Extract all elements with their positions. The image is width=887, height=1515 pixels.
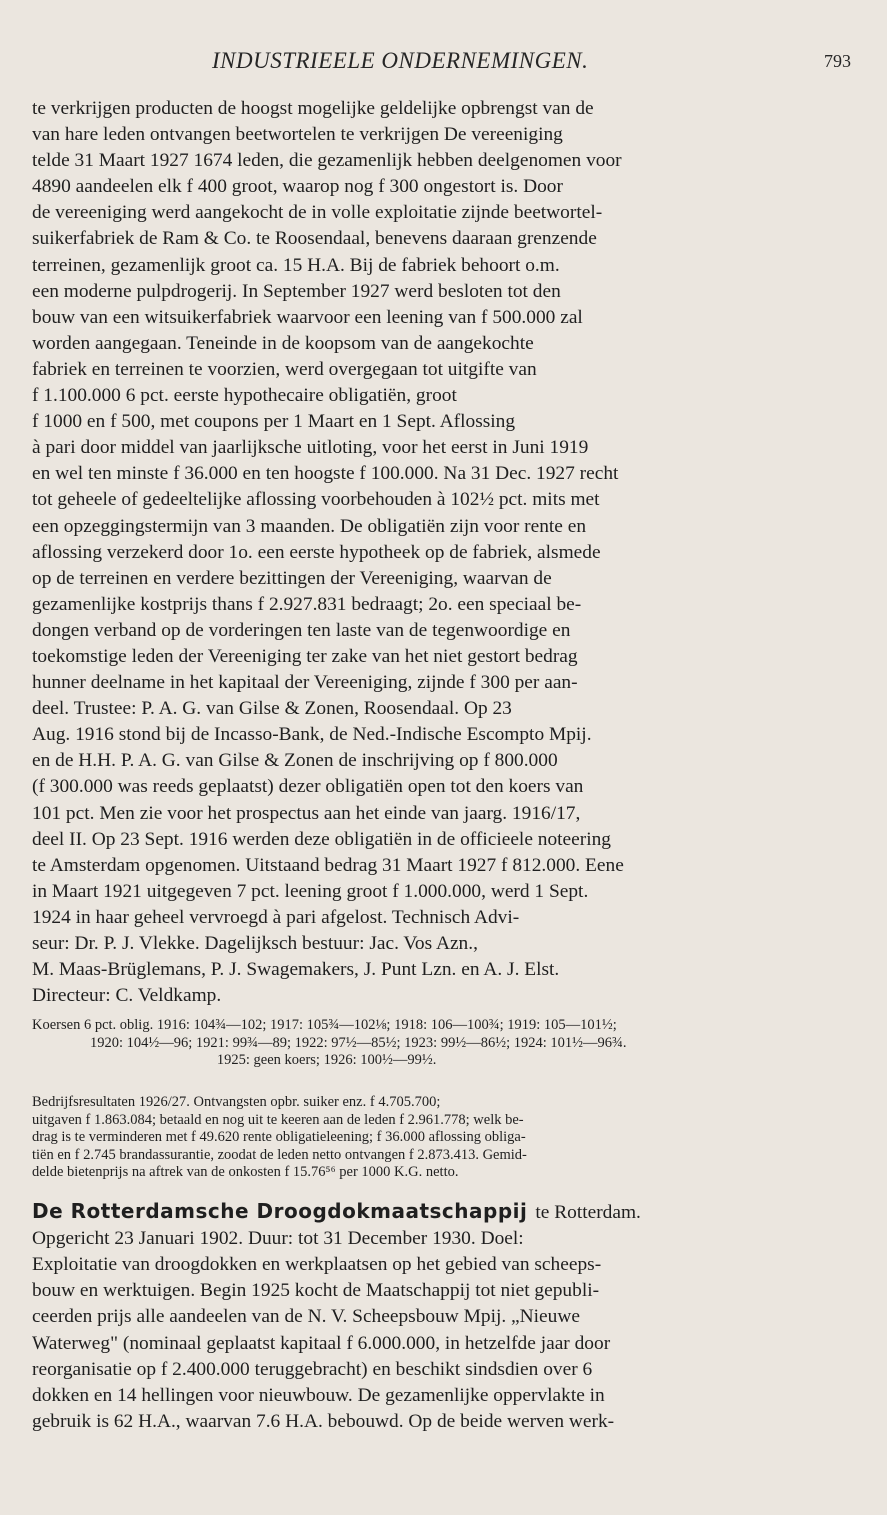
text-line: bouw van een witsuikerfabriek waarvoor een leening van f 500.000 zal — [32, 306, 583, 328]
text-line: ceerden prijs alle aandeelen van de N. V. Scheepsbouw Mpij. „Nieuwe — [32, 1306, 580, 1328]
text-line: worden aangegaan. Teneinde in de koopsom van de aangekochte — [32, 332, 534, 354]
text-line: reorganisatie op f 2.400.000 teruggebracht) en beschikt sindsdien over 6 — [32, 1358, 593, 1380]
company-name: De Rotterdamsche Droogdokmaatschappij — [32, 1199, 528, 1224]
text-line: deel II. Op 23 Sept. 1916 werden deze obligatiën in de officieele noteering — [32, 828, 612, 850]
text-line: te Amsterdam opgenomen. Uitstaand bedrag 31 Maart 1927 f 812.000. Eene — [32, 854, 624, 876]
text-line: in Maart 1921 uitgegeven 7 pct. leening groot f 1.000.000, werd 1 Sept. — [32, 880, 589, 902]
text-line: Directeur: C. Veldkamp. — [32, 985, 222, 1007]
text-line: hunner deelname in het kapitaal der Vereeniging, zijnde f 300 per aan- — [32, 672, 578, 694]
text-line: tot geheele of gedeeltelijke aflossing voorbehouden à 102½ pct. mits met — [32, 489, 600, 511]
text-line: aflossing verzekerd door 1o. een eerste hypotheek op de fabriek, alsmede — [32, 541, 601, 563]
text-line: en de H.H. P. A. G. van Gilse & Zonen de inschrijving op f 800.000 — [32, 750, 558, 772]
text-line: seur: Dr. P. J. Vlekke. Dagelijksch bestuur: Jac. Vos Azn., — [32, 933, 478, 954]
text-line: 4890 aandeelen elk f 400 groot, waarop nog f 300 ongestort is. Door — [32, 176, 563, 198]
text-line: Aug. 1916 stond bij de Incasso-Bank, de Ned.-Indische Escompto Mpij. — [32, 724, 592, 746]
text-line: te verkrijgen producten de hoogst mogelijke geldelijke opbrengst van de — [32, 98, 594, 119]
text-line: gebruik is 62 H.A., waarvan 7.6 H.A. bebouwd. Op de beide werven werk- — [32, 1410, 615, 1432]
company-heading — [32, 1198, 859, 1226]
text-line: van hare leden ontvangen beetwortelen te verkrijgen De vereeniging — [32, 124, 563, 146]
text-line: à pari door middel van jaarlijksche uitloting, voor het eerst in Juni 1919 — [32, 437, 589, 459]
text-line: telde 31 Maart 1927 1674 leden, die gezamenlijk hebben deelgenomen voor — [32, 150, 622, 172]
text-line: Opgericht 23 Januari 1902. Duur: tot 31 December 1930. Doel: — [32, 1228, 524, 1250]
page-header-title: INDUSTRIEELE ONDERNEMINGEN. — [212, 48, 589, 73]
text-line: op de terreinen en verdere bezittingen der Vereeniging, waarvan de — [32, 567, 552, 589]
section-divider-space — [32, 1182, 859, 1198]
text-line: een moderne pulpdrogerij. In September 1927 werd besloten tot den — [32, 280, 561, 302]
text-line: 1924 in haar geheel vervroegd à pari afgelost. Technisch Advi- — [32, 906, 520, 928]
text-line: (f 300.000 was reeds geplaatst) dezer obligatiën open tot den koers van — [32, 776, 584, 798]
company-location: te Rotterdam. — [535, 1202, 641, 1224]
section-two-text — [32, 1198, 859, 1435]
price-quotes-block: Koersen 6 pct. oblig. 1916: 104¾—102; 1917: 105¾—102⅛; 1918: 106—100¾; 1919: 105—101½; 1920: 104½—96; 1921: 99¾—89; 1922: 97½—85½; 1923: 99½—86½; 1924: 101½—96¾. 1925: geen koers; 1926: 100½—99½. — [32, 1017, 627, 1069]
text-line: een opzeggingstermijn van 3 maanden. De obligatiën zijn voor rente en — [32, 515, 587, 537]
text-line: Exploitatie van droogdokken en werkplaatsen op het gebied van scheeps- — [32, 1254, 602, 1276]
text-line: en wel ten minste f 36.000 en ten hoogste f 100.000. Na 31 Dec. 1927 recht — [32, 463, 619, 485]
bond-issue-line: f 1.100.000 6 pct. eerste hypothecaire obligatiën, groot — [32, 385, 457, 407]
text-line: deel. Trustee: P. A. G. van Gilse & Zonen, Roosendaal. Op 23 — [32, 698, 512, 720]
text-line: 101 pct. Men zie voor het prospectus aan het einde van jaarg. 1916/17, — [32, 802, 581, 824]
text-line: suikerfabriek de Ram & Co. te Roosendaal, benevens daaraan grenzende — [32, 228, 597, 250]
text-line: toekomstige leden der Vereeniging ter zake van het niet gestort bedrag — [32, 645, 578, 667]
text-line: dokken en 14 hellingen voor nieuwbouw. De gezamenlijke oppervlakte in — [32, 1384, 605, 1406]
text-line: bouw en werktuigen. Begin 1925 kocht de Maatschappij tot niet gepubli- — [32, 1280, 600, 1302]
section-one-text — [32, 96, 859, 1009]
text-line: gezamenlijke kostprijs thans f 2.927.831 bedraagt; 2o. een speciaal be- — [32, 593, 582, 615]
business-results-block: Bedrijfsresultaten 1926/27. Ontvangsten opbr. suiker enz. f 4.705.700; uitgaven f 1.863.084; betaald en nog uit te keeren aan de leden f 2.961.778; welk be- drag is te verminderen met f 49.620 rente obligatieleening; f 36.000 aflossing obliga- tiën en f 2.745 brandassurantie, zoodat de leden netto ontvangen f 2.873.413. Gemid- delde bietenprijs na aftrek van de onkosten f 15.76⁵⁶ per 1000 K.G. netto. — [32, 1094, 527, 1181]
text-line: terreinen, gezamenlijk groot ca. 15 H.A. Bij de fabriek behoort o.m. — [32, 254, 560, 276]
text-line: Waterweg" (nominaal geplaatst kapitaal f 6.000.000, in hetzelfde jaar door — [32, 1332, 611, 1354]
text-line: fabriek en terreinen te voorzien, werd overgegaan tot uitgifte van — [32, 358, 537, 380]
running-header — [32, 48, 859, 78]
text-line: f 1000 en f 500, met coupons per 1 Maart en 1 Sept. Aflossing — [32, 411, 516, 433]
text-line: M. Maas-Brüglemans, P. J. Swagemakers, J. Punt Lzn. en A. J. Elst. — [32, 959, 560, 981]
page-number: 793 — [824, 51, 851, 71]
text-line: de vereeniging werd aangekocht de in volle exploitatie zijnde beetwortel- — [32, 202, 603, 224]
text-line: dongen verband op de vorderingen ten laste van de tegenwoordige en — [32, 619, 571, 641]
